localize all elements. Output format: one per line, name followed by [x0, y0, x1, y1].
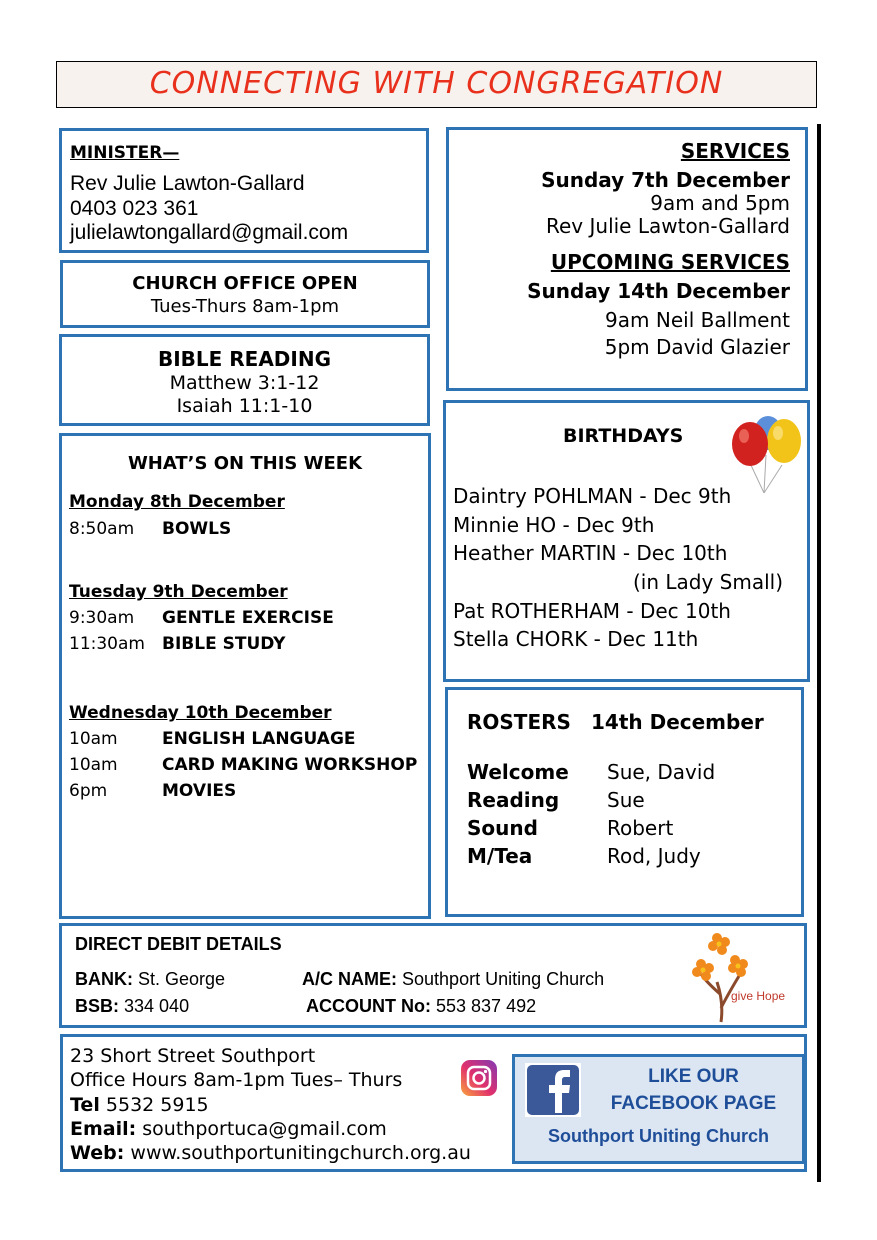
- facebook-page-name[interactable]: Southport Uniting Church: [548, 1126, 769, 1146]
- acname-row: [302, 969, 604, 990]
- birthday-entry: Stella CHORK - Dec 11th: [453, 627, 699, 651]
- event-name: ENGLISH LANGUAGE: [162, 729, 356, 749]
- whats-on-heading: WHAT’S ON THIS WEEK: [127, 453, 363, 474]
- event-name: BOWLS: [162, 519, 232, 539]
- rosters-heading: ROSTERS: [467, 710, 571, 734]
- roster-people: Sue: [607, 788, 645, 812]
- upcoming-heading: UPCOMING SERVICES: [550, 250, 790, 274]
- rosters-date: 14th December: [591, 710, 764, 734]
- bsb-value: 334 040: [124, 996, 190, 1016]
- tel-label: Tel: [70, 1094, 100, 1116]
- bible-box: [59, 334, 430, 426]
- office-hours: Tues-Thurs 8am-1pm: [150, 296, 340, 317]
- event-time: 6pm: [69, 781, 108, 801]
- roster-role: M/Tea: [467, 844, 533, 868]
- event-time: 8:50am: [69, 519, 135, 539]
- balloons-icon: [726, 411, 806, 499]
- facebook-line-2: FACEBOOK PAGE: [610, 1093, 777, 1114]
- bank-value: St. George: [138, 969, 226, 989]
- web-label: Web:: [70, 1142, 125, 1164]
- birthday-entry: Heather MARTIN - Dec 10th: [453, 541, 728, 565]
- bank-row: [75, 969, 225, 990]
- email-value[interactable]: southportuca@gmail.com: [142, 1118, 387, 1140]
- bible-heading: BIBLE READING: [157, 347, 332, 371]
- facebook-panel[interactable]: [512, 1054, 805, 1164]
- facebook-line-1: LIKE OUR: [648, 1066, 739, 1087]
- roster-role: Reading: [467, 788, 560, 812]
- office-box: [60, 260, 430, 328]
- contact-address: 23 Short Street Southport: [70, 1045, 316, 1067]
- roster-people: Sue, David: [607, 760, 716, 784]
- direct-debit-box: [59, 923, 807, 1028]
- give-hope-logo-icon: [687, 928, 797, 1024]
- services-heading: SERVICES: [680, 139, 790, 163]
- event-time: 9:30am: [69, 608, 135, 628]
- page-title: CONNECTING WITH CONGREGATION: [149, 66, 724, 101]
- contact-email-row: [70, 1118, 387, 1140]
- contact-office-hours: Office Hours 8am-1pm Tues– Thurs: [70, 1069, 403, 1091]
- minister-phone: 0403 023 361: [70, 197, 199, 220]
- upcoming-date: Sunday 14th December: [527, 279, 790, 303]
- event-time: 11:30am: [69, 634, 145, 654]
- debit-heading: DIRECT DEBIT DETAILS: [75, 934, 282, 954]
- event-name: GENTLE EXERCISE: [162, 608, 334, 628]
- roster-role: Welcome: [467, 760, 569, 784]
- tel-value[interactable]: 5532 5915: [105, 1094, 209, 1116]
- bsb-label: BSB:: [75, 996, 119, 1016]
- services-leader: Rev Julie Lawton-Gallard: [546, 214, 790, 238]
- give-hope-text: give Hope: [731, 989, 786, 1003]
- event-name: CARD MAKING WORKSHOP: [162, 755, 418, 775]
- email-label: Email:: [70, 1118, 137, 1140]
- bible-reading-2: Isaiah 11:1-10: [176, 395, 313, 417]
- services-date: Sunday 7th December: [541, 168, 790, 192]
- facebook-icon[interactable]: [525, 1063, 581, 1117]
- day-heading: Tuesday 9th December: [69, 582, 288, 602]
- account-label: ACCOUNT No:: [306, 996, 431, 1016]
- birthday-entry: Minnie HO - Dec 9th: [453, 513, 655, 537]
- acname-value: Southport Uniting Church: [402, 969, 605, 989]
- birthday-entry: Pat ROTHERHAM - Dec 10th: [453, 599, 731, 623]
- web-value[interactable]: www.southportunitingchurch.org.au: [130, 1142, 471, 1164]
- event-time: 10am: [69, 755, 118, 775]
- whats-on-box: [59, 433, 431, 919]
- event-name: MOVIES: [162, 781, 237, 801]
- contact-box: [60, 1034, 807, 1172]
- birthday-note: (in Lady Small): [633, 570, 784, 594]
- contact-web-row: [70, 1142, 471, 1164]
- services-box: [446, 127, 808, 391]
- rosters-box: [445, 687, 804, 917]
- instagram-icon[interactable]: [460, 1059, 498, 1097]
- birthday-entry: Daintry POHLMAN - Dec 9th: [453, 484, 732, 508]
- acname-label: A/C NAME:: [302, 969, 397, 989]
- account-row: [306, 996, 536, 1017]
- birthdays-box: [443, 400, 810, 682]
- roster-people: Robert: [607, 816, 674, 840]
- day-heading: Monday 8th December: [69, 492, 285, 512]
- office-heading: CHURCH OFFICE OPEN: [132, 273, 358, 294]
- minister-heading: MINISTER—: [70, 143, 180, 163]
- birthdays-heading: BIRTHDAYS: [563, 425, 684, 447]
- services-times: 9am and 5pm: [650, 191, 790, 215]
- bible-reading-1: Matthew 3:1-12: [169, 372, 320, 394]
- title-banner: [56, 61, 817, 108]
- bank-label: BANK:: [75, 969, 133, 989]
- minister-email[interactable]: julielawtongallard@gmail.com: [70, 221, 349, 244]
- bsb-row: [75, 996, 189, 1017]
- upcoming-service-1: 9am Neil Ballment: [605, 308, 790, 332]
- minister-name: Rev Julie Lawton-Gallard: [70, 172, 305, 195]
- upcoming-service-2: 5pm David Glazier: [604, 335, 790, 359]
- roster-people: Rod, Judy: [607, 844, 701, 868]
- contact-tel-row: [70, 1094, 209, 1116]
- account-value: 553 837 492: [436, 996, 537, 1016]
- event-time: 10am: [69, 729, 118, 749]
- minister-box: [59, 128, 429, 253]
- roster-role: Sound: [467, 816, 538, 840]
- right-edge-rule: [817, 124, 821, 1182]
- day-heading: Wednesday 10th December: [69, 703, 332, 723]
- event-name: BIBLE STUDY: [162, 634, 286, 654]
